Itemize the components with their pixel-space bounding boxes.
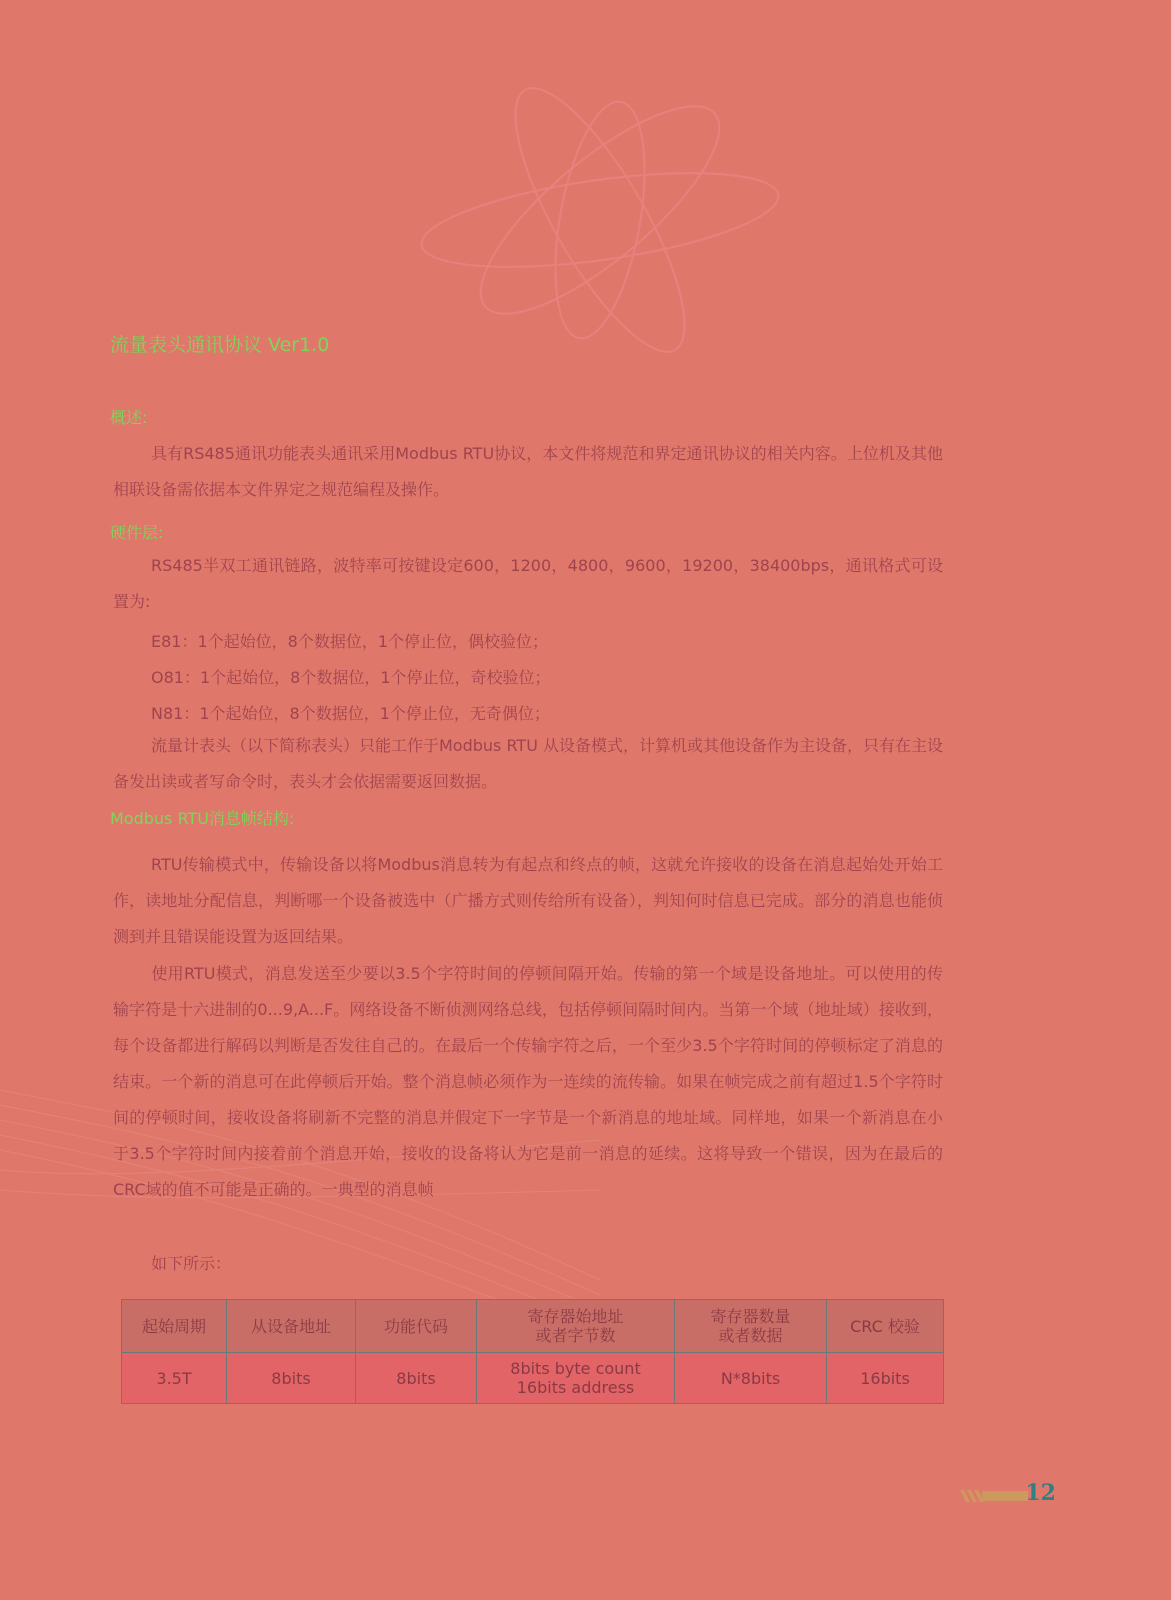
rtu-paragraph-2: 使用RTU模式，消息发送至少要以3.5个字符时间的停顿间隔开始。传输的第一个域是设备地址。可以使用的传输字符是十六进制的0...9,A...F。网络设备不断侦测网络总线，包括停顿间隔时间内。当第一个域（地址域）接收到，每个设备都进行解码以判断是否发往自己的。在最后一个传输字符之后，一个至少3.5个字符时间的停顿标定了消息的结束。一个新的消息可在此停顿后开始。整个消息帧必须作为一连续的流传输。如果在帧完成之前有超过1.5个字符时间的停顿时间，接收设备将刷新不完整的消息并假定下一字节是一个新消息的地址域。同样地，如果一个新消息在小于3.5个字符时间内接着前个消息开始，接收的设备将认为它是前一消息的延续。这将导致一个错误，因为在最后的CRC域的值不可能是正确的。一典型的消息帧	[113, 964, 943, 1199]
table-header-row	[122, 1300, 944, 1353]
overview-paragraph: 具有RS485通讯功能表头通讯采用Modbus RTU协议，本文件将规范和界定通讯协议的相关内容。上位机及其他相联设备需依据本文件界定之规范编程及操作。	[113, 444, 943, 499]
hardware-heading: 硬件层:	[110, 523, 164, 542]
cell-register-count: N*8bits	[675, 1353, 827, 1404]
page-number: 12	[1025, 1480, 1056, 1506]
header-start-period: 起始周期	[122, 1300, 227, 1353]
atom-decoration	[400, 30, 800, 380]
header-crc: CRC 校验	[827, 1300, 944, 1353]
modbus-frame-table	[121, 1299, 944, 1404]
rtu-frame-heading: Modbus RTU消息帧结构:	[110, 809, 295, 828]
cell-start-period: 3.5T	[122, 1353, 227, 1404]
cell-register-start: 8bits byte count 16bits address	[477, 1353, 675, 1404]
cell-slave-address: 8bits	[227, 1353, 356, 1404]
format-e81: E81：1个起始位，8个数据位，1个停止位，偶校验位；	[151, 632, 549, 651]
format-n81: N81：1个起始位，8个数据位，1个停止位，无奇偶位；	[151, 704, 550, 723]
document-title: 流量表头通讯协议 Ver1.0	[110, 334, 330, 356]
overview-heading: 概述:	[110, 408, 148, 427]
page-number-stripes-decoration	[960, 1488, 1028, 1504]
hardware-paragraph: RS485半双工通讯链路，波特率可按键设定600，1200，4800，9600，19200，38400bps，通讯格式可设置为:	[113, 556, 943, 611]
slave-mode-paragraph: 流量计表头（以下简称表头）只能工作于Modbus RTU 从设备模式，计算机或其他设备作为主设备，只有在主设备发出读或者写命令时，表头才会依据需要返回数据。	[113, 736, 943, 791]
format-o81: O81：1个起始位，8个数据位，1个停止位，奇校验位；	[151, 668, 551, 687]
table-row	[122, 1353, 944, 1404]
header-register-count: 寄存器数量 或者数据	[675, 1300, 827, 1353]
header-register-start: 寄存器始地址 或者字节数	[477, 1300, 675, 1353]
header-function-code: 功能代码	[356, 1300, 477, 1353]
cell-crc: 16bits	[827, 1353, 944, 1404]
as-follows-text: 如下所示：	[151, 1254, 232, 1273]
header-slave-address: 从设备地址	[227, 1300, 356, 1353]
rtu-paragraph-1: RTU传输模式中，传输设备以将Modbus消息转为有起点和终点的帧，这就允许接收的设备在消息起始处开始工作，读地址分配信息，判断哪一个设备被选中（广播方式则传给所有设备），判知何时信息已完成。部分的消息也能侦测到并且错误能设置为返回结果。	[113, 855, 943, 946]
cell-function-code: 8bits	[356, 1353, 477, 1404]
